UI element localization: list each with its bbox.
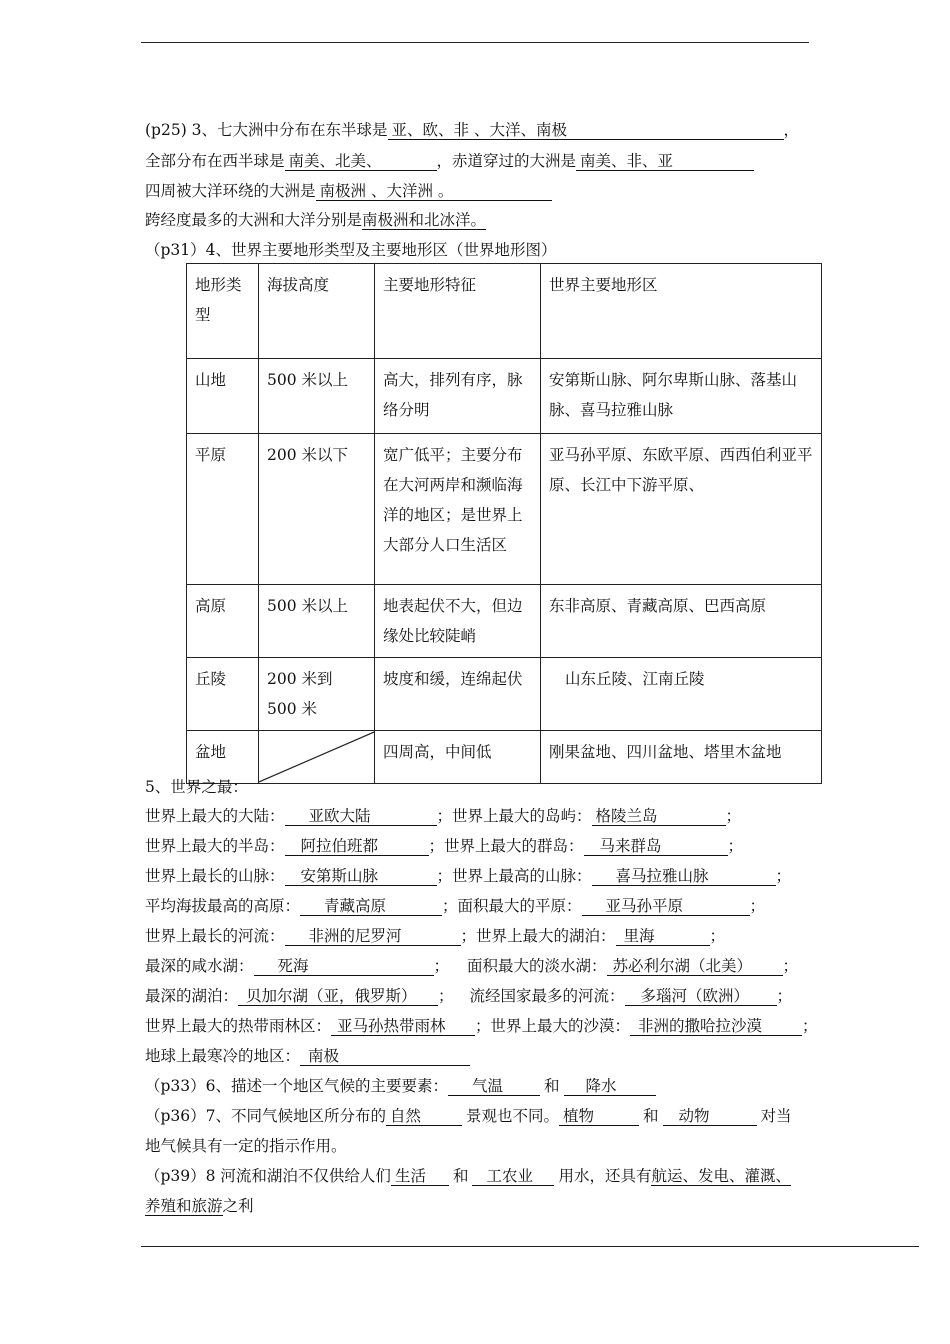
record-value: 亚马孙平原 bbox=[582, 897, 750, 916]
record-value: 喜马拉雅山脉 bbox=[592, 867, 776, 886]
s8-mid1: 和 bbox=[452, 1167, 469, 1185]
s3-l4-prefix: 跨经度最多的大洲和大洋分别是 bbox=[145, 211, 363, 229]
record-value: 马来群岛 bbox=[584, 837, 728, 856]
s8-mid2: 用水，还具有 bbox=[558, 1167, 652, 1185]
s3-l2-answer1: 南美、北美、 bbox=[285, 152, 437, 171]
altitude-cell: 200 米到 500 米 bbox=[259, 658, 375, 731]
record-value: 贝加尔湖（亚，俄罗斯） bbox=[238, 987, 438, 1006]
feature-cell: 坡度和缓，连绵起伏 bbox=[375, 658, 541, 731]
regions-cell: 刚果盆地、四川盆地、塔里木盆地 bbox=[541, 731, 822, 784]
s3-l2-answer2: 南美、非、亚 bbox=[576, 152, 754, 171]
separator: ； bbox=[436, 807, 453, 825]
s5-row6 bbox=[145, 956, 798, 976]
table-row bbox=[187, 585, 822, 658]
altitude-cell: 500 米以上 bbox=[259, 585, 375, 658]
header-cell: 海拔高度 bbox=[259, 264, 375, 359]
terrain-table bbox=[186, 263, 822, 784]
record-value: 死海 bbox=[254, 957, 434, 976]
s8-answer-a: 生活 bbox=[391, 1167, 449, 1186]
s3-line2 bbox=[145, 151, 754, 171]
feature-cell: 地表起伏不大，但边缘处比较陡峭 bbox=[375, 585, 541, 658]
separator: ； bbox=[433, 957, 450, 975]
regions-cell: 安第斯山脉、阿尔卑斯山脉、落基山脉、喜马拉雅山脉 bbox=[541, 359, 822, 434]
s5-row9 bbox=[145, 1046, 470, 1066]
header-cell: 地形类型 bbox=[187, 264, 259, 359]
record-value: 里海 bbox=[616, 927, 710, 946]
s6-answer-a: 气温 bbox=[448, 1077, 540, 1096]
s5-row1 bbox=[145, 806, 741, 826]
table-row bbox=[187, 658, 822, 731]
record-label: 世界上最大的大陆： bbox=[145, 807, 285, 825]
s6-prefix: （p33）6、描述一个地区气候的主要要素： bbox=[145, 1077, 449, 1095]
header-cell: 主要地形特征 bbox=[375, 264, 541, 359]
record-value: 亚欧大陆 bbox=[285, 807, 437, 826]
record-label: 世界上最长的山脉： bbox=[145, 867, 285, 885]
header-rule bbox=[141, 42, 809, 43]
record-value: 非洲的撒哈拉沙漠 bbox=[630, 1017, 802, 1036]
separator: ； bbox=[727, 837, 744, 855]
s5-row7 bbox=[145, 986, 792, 1006]
s3-l3-answer: 南极洲 、大洋洲 。 bbox=[316, 182, 552, 201]
separator: ； bbox=[442, 897, 458, 915]
record-label: 最深的咸水湖： bbox=[145, 957, 254, 975]
record-label: 世界上最长的河流： bbox=[145, 927, 285, 945]
record-label: 世界上最大的沙漠： bbox=[490, 1017, 631, 1035]
s7-answer-b: 植物 bbox=[559, 1107, 639, 1126]
s7-prefix: （p36）7、不同气候地区所分布的 bbox=[145, 1107, 387, 1125]
s3-line4 bbox=[145, 210, 486, 230]
s3-l1-answer: 亚、欧、非 、大洋、南极 bbox=[388, 121, 784, 140]
s5-row2 bbox=[145, 836, 743, 856]
record-value: 多瑙河（欧洲） bbox=[625, 987, 777, 1006]
s8-answer-d: 养殖和旅游 bbox=[145, 1197, 223, 1215]
record-label: 面积最大的淡水湖： bbox=[467, 957, 607, 975]
s6-mid: 和 bbox=[544, 1077, 560, 1095]
s3-line1 bbox=[145, 120, 799, 140]
s3-l2-prefix: 全部分布在西半球是 bbox=[145, 152, 285, 170]
record-value: 格陵兰岛 bbox=[592, 807, 726, 826]
table-row bbox=[187, 359, 822, 434]
record-label: 世界上最大的热带雨林区： bbox=[145, 1017, 332, 1035]
altitude-cell: 500 米以上 bbox=[259, 359, 375, 434]
record-label: 最深的湖泊： bbox=[145, 987, 239, 1005]
s7-answer-c: 动物 bbox=[663, 1107, 757, 1126]
separator: ； bbox=[802, 1017, 818, 1035]
record-label: 世界上最大的群岛： bbox=[444, 837, 584, 855]
s7-line1 bbox=[145, 1106, 792, 1126]
regions-cell: 东非高原、青藏高原、巴西高原 bbox=[541, 585, 822, 658]
regions-cell: 亚马孙平原、东欧平原、西西伯利亚平原、长江中下游平原、 bbox=[541, 434, 822, 585]
s4-title: （p31）4、世界主要地形类型及主要地形区（世界地形图） bbox=[145, 241, 557, 259]
diagonal-strike bbox=[259, 731, 374, 783]
s3-l1-suffix: ， bbox=[783, 121, 800, 139]
s7-line2: 地气候具有一定的指示作用。 bbox=[145, 1137, 347, 1155]
s3-l3-prefix: 四周被大洋环绕的大洲是 bbox=[145, 182, 316, 200]
record-label: 平均海拔最高的高原： bbox=[145, 897, 301, 915]
table-row bbox=[187, 434, 822, 585]
record-value: 青藏高原 bbox=[300, 897, 442, 916]
s7-mid2: 和 bbox=[643, 1107, 659, 1125]
s7-mid1: 景观也不同。 bbox=[466, 1107, 560, 1125]
feature-cell: 宽广低平；主要分布在大河两岸和濒临海洋的地区；是世界上大部分人口生活区 bbox=[375, 434, 541, 585]
type-cell: 盆地 bbox=[187, 731, 259, 784]
s3-line3 bbox=[145, 181, 552, 201]
s5-row4 bbox=[145, 896, 765, 916]
type-cell: 平原 bbox=[187, 434, 259, 585]
altitude-cell-blank bbox=[259, 731, 375, 784]
separator: ； bbox=[709, 927, 726, 945]
separator: ； bbox=[725, 807, 742, 825]
record-value: 阿拉伯班都 bbox=[285, 837, 429, 856]
s7-end: 对当 bbox=[760, 1107, 792, 1125]
s8-answer-b: 工农业 bbox=[472, 1167, 554, 1186]
record-label: 流经国家最多的河流： bbox=[469, 987, 625, 1005]
s8-line2 bbox=[145, 1196, 254, 1216]
separator: ； bbox=[776, 987, 793, 1005]
regions-cell: 山东丘陵、江南丘陵 bbox=[541, 658, 822, 731]
table-row bbox=[187, 731, 822, 784]
s5-row3 bbox=[145, 866, 791, 886]
s6-line bbox=[145, 1076, 656, 1096]
s5-row5 bbox=[145, 926, 725, 946]
s6-answer-b: 降水 bbox=[564, 1077, 656, 1096]
record-value: 南极 bbox=[300, 1047, 470, 1066]
separator: ； bbox=[460, 927, 477, 945]
s8-prefix: （p39）8 河流和湖泊不仅供给人们 bbox=[145, 1167, 391, 1185]
header-cell: 世界主要地形区 bbox=[541, 264, 822, 359]
s8-answer-c: 航运、发电、灌溉、 bbox=[651, 1167, 791, 1185]
separator: ； bbox=[428, 837, 445, 855]
s3-l1-prefix: (p25) 3、七大洲中分布在东半球是 bbox=[145, 121, 388, 139]
s5-row8 bbox=[145, 1016, 818, 1036]
type-cell: 山地 bbox=[187, 359, 259, 434]
table-header-row bbox=[187, 264, 822, 359]
record-label: 面积最大的平原： bbox=[457, 897, 582, 915]
type-cell: 高原 bbox=[187, 585, 259, 658]
separator: ； bbox=[436, 867, 453, 885]
s3-l2-mid: ，赤道穿过的大洲是 bbox=[436, 152, 577, 170]
feature-cell: 高大，排列有序，脉络分明 bbox=[375, 359, 541, 434]
separator: ； bbox=[475, 1017, 491, 1035]
record-label: 世界上最大的湖泊： bbox=[476, 927, 616, 945]
separator: ； bbox=[438, 987, 454, 1005]
s8-end: 之利 bbox=[222, 1197, 254, 1215]
record-value: 亚马孙热带雨林 bbox=[331, 1017, 475, 1036]
record-value: 苏必利尔湖（北美） bbox=[607, 957, 783, 976]
type-cell: 丘陵 bbox=[187, 658, 259, 731]
altitude-cell: 200 米以下 bbox=[259, 434, 375, 585]
separator: ； bbox=[782, 957, 799, 975]
record-label: 世界上最大的岛屿： bbox=[452, 807, 592, 825]
s7-answer-a: 自然 bbox=[386, 1107, 462, 1126]
s8-line1 bbox=[145, 1166, 791, 1186]
feature-cell: 四周高，中间低 bbox=[375, 731, 541, 784]
s3-l4-answer: 南极洲和北冰洋。 bbox=[362, 211, 487, 229]
s5-title: 5、世界之最： bbox=[145, 778, 248, 796]
record-label: 世界上最大的半岛： bbox=[145, 837, 285, 855]
record-label: 世界上最高的山脉： bbox=[452, 867, 592, 885]
footer-rule bbox=[141, 1246, 919, 1247]
record-label: 地球上最寒冷的地区： bbox=[145, 1047, 301, 1065]
separator: ； bbox=[775, 867, 792, 885]
record-value: 安第斯山脉 bbox=[285, 867, 437, 886]
record-value: 非洲的尼罗河 bbox=[285, 927, 461, 946]
separator: ； bbox=[749, 897, 766, 915]
